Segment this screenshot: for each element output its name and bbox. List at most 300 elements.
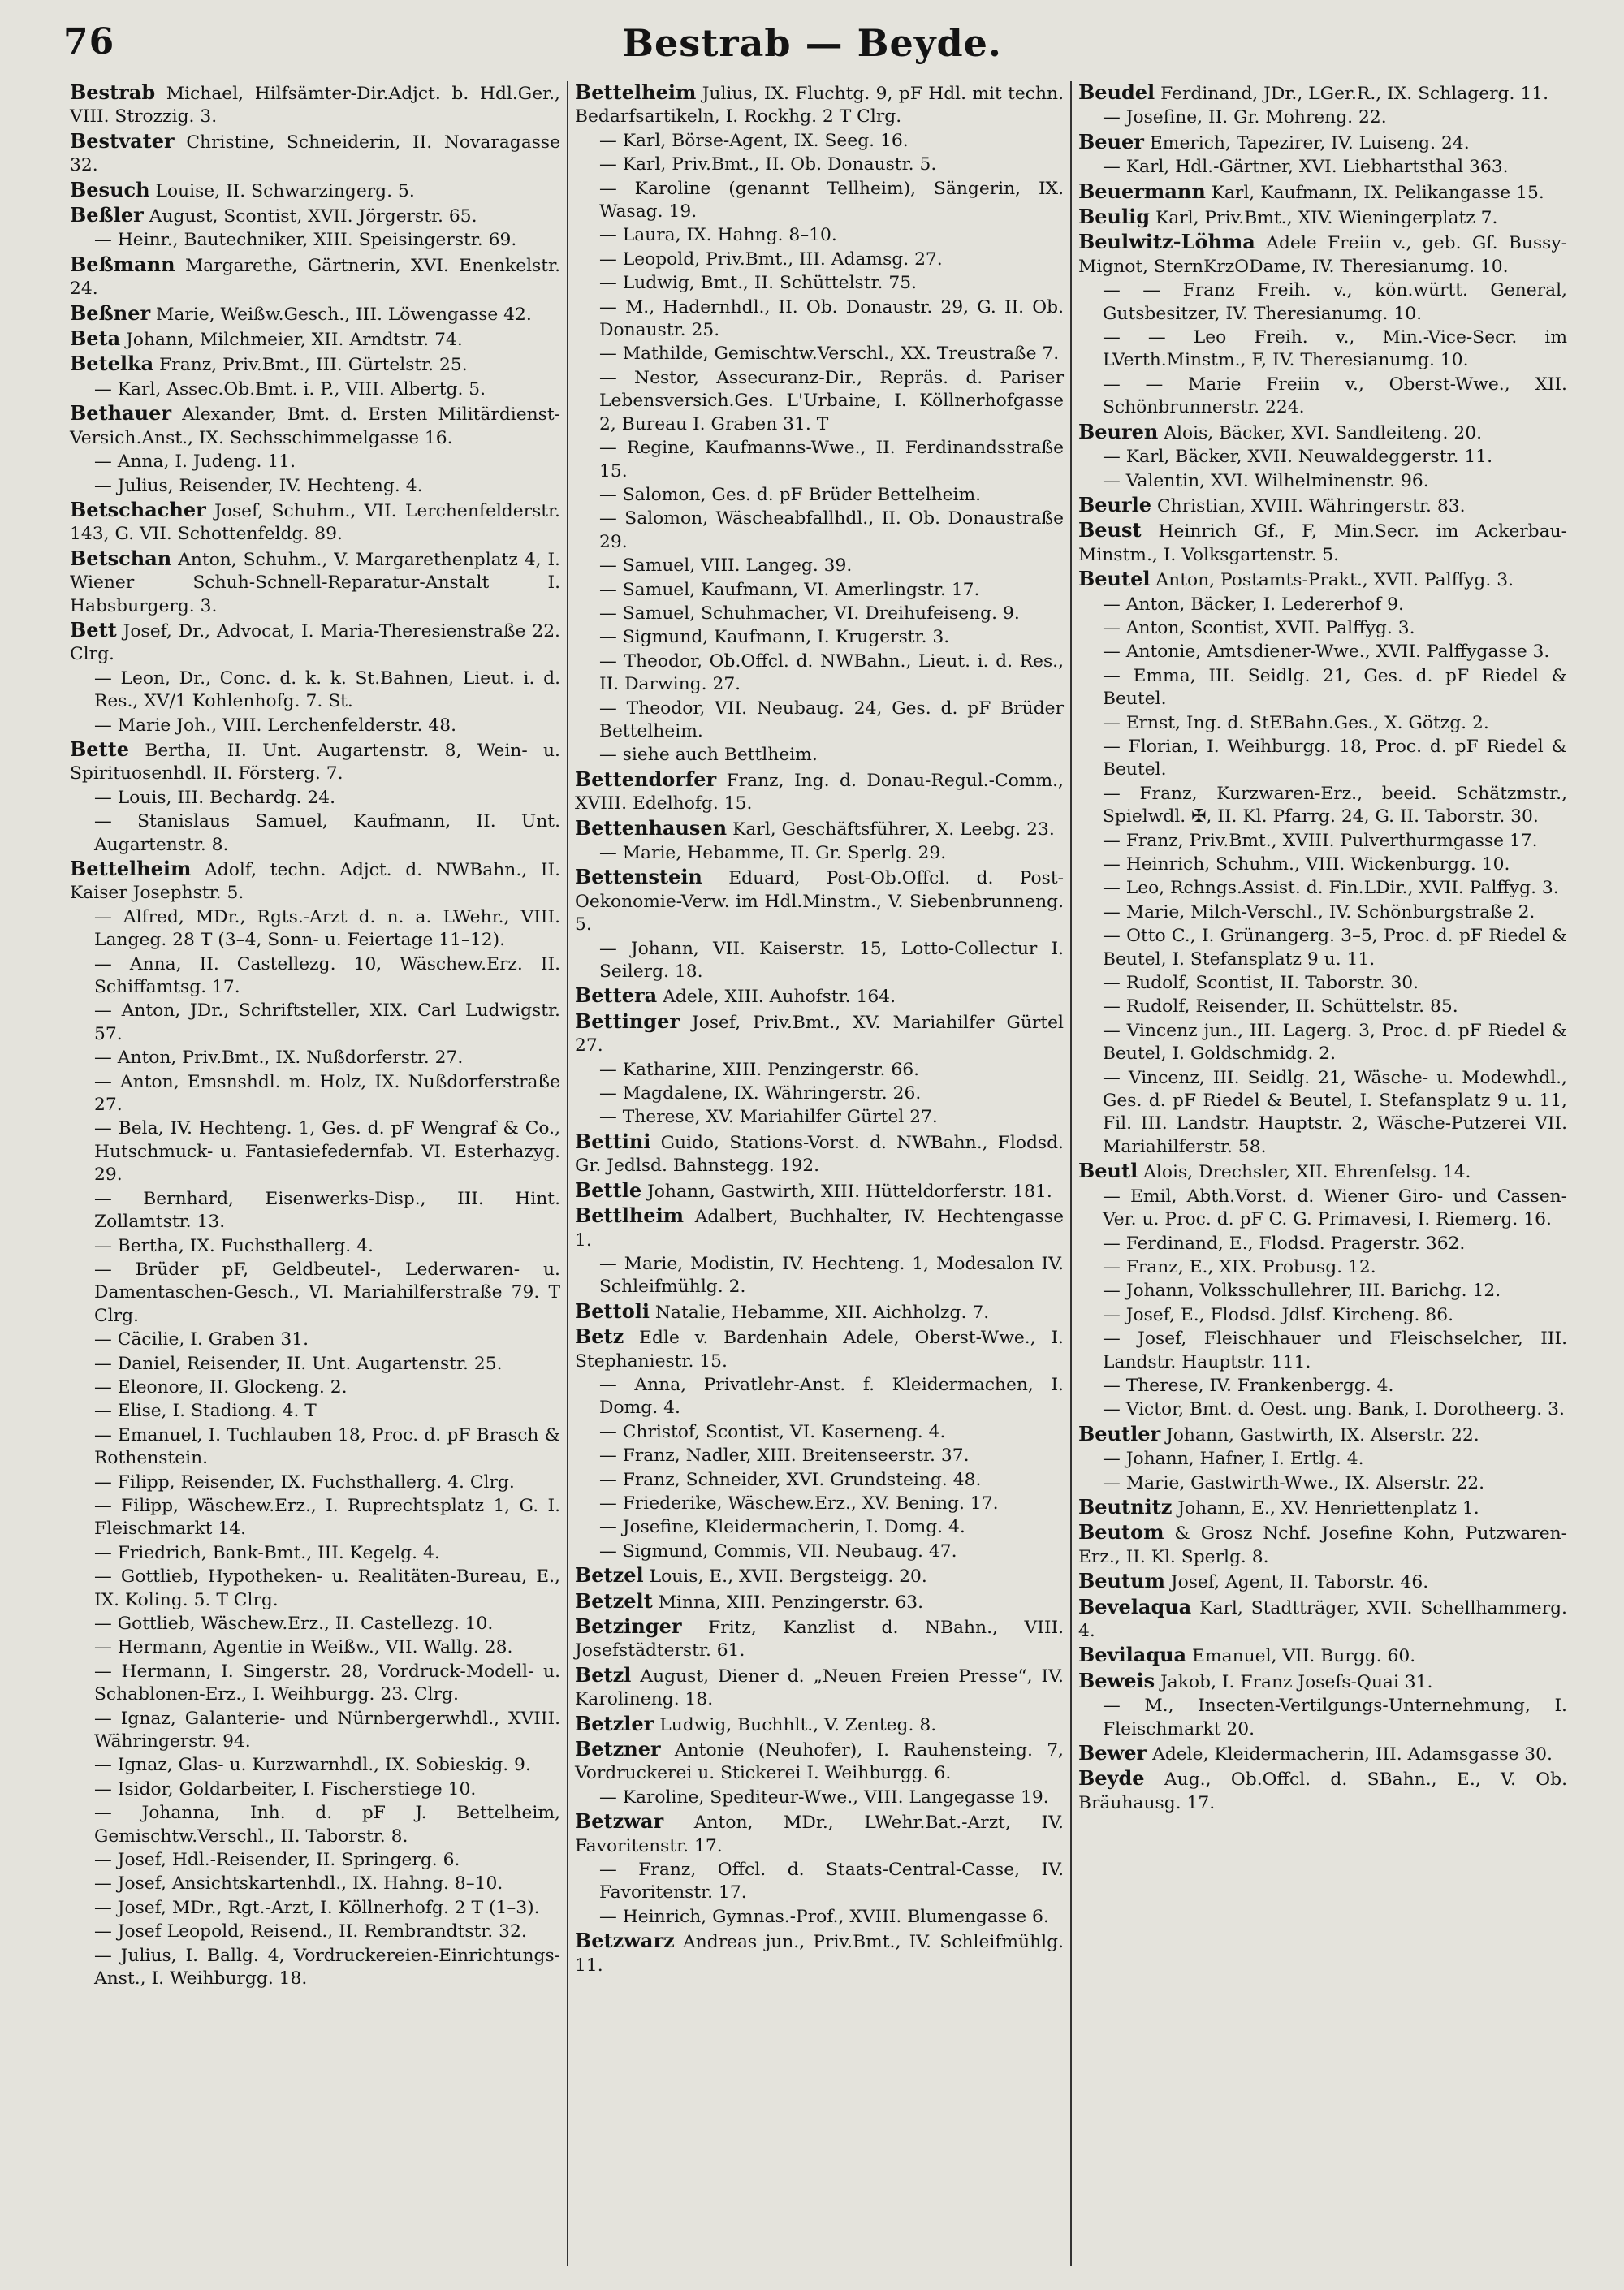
entry-text: — Johann, VII. Kaiserstr. 15, Lotto-Collectur I. Seilerg. 18. bbox=[599, 938, 1064, 983]
entry-surname: Betzel bbox=[575, 1563, 644, 1588]
directory-entry bbox=[575, 1493, 1064, 1515]
directory-entry bbox=[575, 1469, 1064, 1492]
entry-text: — Anton, Bäcker, I. Ledererhof 9. bbox=[1103, 594, 1404, 615]
directory-entry bbox=[575, 130, 1064, 153]
directory-entry bbox=[70, 1235, 560, 1258]
entry-text: — Vincenz, III. Seidlg. 21, Wäsche- u. Modewhdl., Ges. d. pF Riedel & Beutel, I. Stefansplatz 9 u. 11, Fil. III. Landstr. Hauptstr. 2, Wäsche-Putzerei VII. Mariahilferstr. 58. bbox=[1103, 1067, 1567, 1157]
directory-entry bbox=[1078, 1644, 1567, 1668]
column-right bbox=[1070, 81, 1574, 2266]
directory-entry bbox=[70, 1353, 560, 1376]
entry-surname: Bettinger bbox=[575, 1009, 680, 1033]
directory-entry bbox=[70, 1708, 560, 1754]
entry-text: — Karoline (genannt Tellheim), Sängerin, IX. Wasag. 19. bbox=[599, 178, 1064, 223]
entry-text: — Theodor, VII. Neubaug. 24, Ges. d. pF Brüder Bettelheim. bbox=[599, 698, 1064, 741]
directory-entry bbox=[575, 650, 1064, 697]
entry-text: Julius, IX. Fluchtg. 9, pF Hdl. mit techn. Bedarfsartikeln, I. Rockhg. 2 T Clrg. bbox=[575, 84, 1064, 127]
entry-text: Alexander, Bmt. d. Ersten Militärdienst-Versich.Anst., IX. Sechsschimmelgasse 16. bbox=[70, 404, 560, 448]
entry-text: — Marie, Hebamme, II. Gr. Sperlg. 29. bbox=[599, 843, 947, 863]
directory-entry bbox=[575, 698, 1064, 744]
directory-entry bbox=[1078, 877, 1567, 900]
directory-entry bbox=[1078, 972, 1567, 995]
directory-entry bbox=[70, 1613, 560, 1635]
directory-entry bbox=[575, 603, 1064, 625]
entry-text: — Daniel, Reisender, II. Unt. Augartenstr. 25. bbox=[94, 1353, 503, 1374]
directory-entry bbox=[575, 938, 1064, 984]
directory-entry bbox=[1078, 1398, 1567, 1421]
directory-entry bbox=[1078, 231, 1567, 279]
directory-entry bbox=[70, 253, 560, 301]
entry-text: Ferdinand, JDr., LGer.R., IX. Schlagerg. 11. bbox=[1160, 84, 1549, 104]
entry-surname: Beurle bbox=[1078, 492, 1152, 516]
entry-text: — siehe auch Bettlheim. bbox=[599, 745, 818, 766]
directory-entry bbox=[1078, 853, 1567, 876]
entry-text: — Hermann, I. Singerstr. 28, Vordruck-Modell- u. Schablonen-Erz., I. Weihburgg. 23. Clrg. bbox=[94, 1661, 560, 1705]
directory-entry bbox=[575, 367, 1064, 436]
directory-entry bbox=[70, 1661, 560, 1707]
entry-surname: Beyde bbox=[1078, 1766, 1145, 1791]
entry-text: — Filipp, Reisender, IX. Fuchsthallerg. 4. Clrg. bbox=[94, 1471, 515, 1493]
directory-entry bbox=[1078, 446, 1567, 469]
entry-text: — Franz, Offcl. d. Staats-Central-Casse, IV. Favoritenstr. 17. bbox=[599, 1860, 1064, 1903]
directory-entry bbox=[70, 1542, 560, 1565]
entry-text: — Marie, Gastwirth-Wwe., IX. Alserstr. 22. bbox=[1103, 1472, 1484, 1493]
directory-entry bbox=[70, 352, 560, 377]
entry-surname: Betzner bbox=[575, 1737, 661, 1761]
directory-entry bbox=[575, 842, 1064, 865]
directory-entry bbox=[70, 1802, 560, 1848]
entry-text: — Franz, Kurzwaren-Erz., beeid. Schätzmstr., Spielwdl. ✠, II. Kl. Pfarrg. 24, G. II. Taborstr. 30. bbox=[1103, 783, 1567, 827]
entry-text: — Johann, Hafner, I. Ertlg. 4. bbox=[1103, 1449, 1364, 1470]
entry-surname: Beuer bbox=[1078, 129, 1144, 153]
entry-text: — Sigmund, Commis, VII. Neubaug. 47. bbox=[599, 1540, 957, 1562]
directory-entry bbox=[70, 1636, 560, 1659]
entry-text: — Regine, Kaufmanns-Wwe., II. Ferdinandsstraße 15. bbox=[599, 438, 1064, 482]
directory-entry bbox=[1078, 1160, 1567, 1184]
entry-surname: Betschan bbox=[70, 546, 172, 570]
entry-surname: Bettelheim bbox=[575, 81, 697, 104]
directory-entry bbox=[575, 1106, 1064, 1129]
entry-text: — Anna, Privatlehr-Anst. f. Kleidermachen, I. Domg. 4. bbox=[599, 1374, 1064, 1419]
directory-entry bbox=[70, 81, 560, 129]
entry-surname: Bettenstein bbox=[575, 865, 702, 889]
directory-entry bbox=[1078, 568, 1567, 592]
directory-entry bbox=[1078, 470, 1567, 493]
entry-text: Edle v. Bardenhain Adele, Oberst-Wwe., I. Stephaniestr. 15. bbox=[575, 1328, 1064, 1372]
directory-entry bbox=[575, 1179, 1064, 1203]
entry-surname: Beta bbox=[70, 326, 121, 351]
column-left bbox=[63, 81, 567, 2266]
entry-surname: Bettera bbox=[575, 983, 658, 1008]
directory-entry bbox=[1078, 1472, 1567, 1495]
entry-text: — Ignaz, Glas- u. Kurzwarnhdl., IX. Sobieskig. 9. bbox=[94, 1755, 531, 1776]
directory-entry bbox=[575, 1713, 1064, 1737]
entry-surname: Beßler bbox=[70, 203, 144, 227]
directory-entry bbox=[1078, 617, 1567, 640]
entry-surname: Bettlheim bbox=[575, 1203, 685, 1228]
page-number: 76 bbox=[63, 21, 115, 63]
directory-entry bbox=[575, 1130, 1064, 1178]
entry-surname: Betelka bbox=[70, 352, 154, 376]
directory-entry bbox=[1078, 996, 1567, 1018]
entry-text: Karl, Kaufmann, IX. Pelikangasse 15. bbox=[1211, 182, 1544, 203]
entry-surname: Betzwar bbox=[575, 1809, 664, 1834]
entry-surname: Bevelaqua bbox=[1078, 1594, 1192, 1618]
entry-text: — Eleonore, II. Glockeng. 2. bbox=[94, 1376, 348, 1398]
entry-text: — Emanuel, I. Tuchlauben 18, Proc. d. pF Brasch & Rothenstein. bbox=[94, 1424, 560, 1469]
directory-entry bbox=[1078, 1448, 1567, 1471]
directory-entry bbox=[1078, 1067, 1567, 1160]
directory-entry bbox=[1078, 1375, 1567, 1398]
directory-entry bbox=[575, 1590, 1064, 1614]
entry-text: — Ludwig, Bmt., II. Schüttelstr. 75. bbox=[599, 273, 918, 294]
directory-entry bbox=[1078, 1020, 1567, 1066]
directory-entry bbox=[70, 499, 560, 547]
entry-surname: Beßmann bbox=[70, 252, 175, 276]
directory-entry bbox=[70, 1047, 560, 1069]
entry-text: — — Franz Freih. v., kön.württ. General, Gutsbesitzer, IV. Theresianumg. 10. bbox=[1103, 280, 1567, 324]
directory-entry bbox=[575, 272, 1064, 295]
directory-entry bbox=[70, 1495, 560, 1541]
entry-text: — M., Insecten-Vertilgungs-Unternehmung, I. Fleischmarkt 20. bbox=[1103, 1696, 1567, 1739]
entry-surname: Betzinger bbox=[575, 1614, 682, 1638]
entry-text: — Ignaz, Galanterie- und Nürnbergerwhdl., XVIII. Währingerstr. 94. bbox=[94, 1708, 560, 1752]
directory-entry bbox=[575, 1253, 1064, 1299]
entry-text: — — Marie Freiin v., Oberst-Wwe., XII. Schönbrunnerstr. 224. bbox=[1103, 374, 1567, 418]
directory-entry bbox=[70, 715, 560, 737]
entry-text: — Anton, Emsnshdl. m. Holz, IX. Nußdorferstraße 27. bbox=[94, 1071, 560, 1116]
entry-text: Michael, Hilfsämter-Dir.Adjct. b. Hdl.Ger., VIII. Strozzig. 3. bbox=[70, 84, 560, 127]
directory-entry bbox=[575, 296, 1064, 343]
directory-entry bbox=[1078, 519, 1567, 567]
entry-text: — Emma, III. Seidlg. 21, Ges. d. pF Riedel & Beutel. bbox=[1103, 665, 1567, 710]
entry-text: Bertha, II. Unt. Augartenstr. 8, Wein- u. Spirituosenhdl. II. Försterg. 7. bbox=[70, 740, 560, 784]
entry-text: — Franz, Schneider, XVI. Grundsteing. 48. bbox=[599, 1469, 982, 1490]
directory-entry bbox=[1078, 1767, 1567, 1815]
directory-entry bbox=[70, 547, 560, 618]
entry-text: Anton, MDr., LWehr.Bat.-Arzt, IV. Favoritenstr. 17. bbox=[575, 1813, 1064, 1856]
directory-entry bbox=[575, 744, 1064, 767]
entry-text: Christine, Schneiderin, II. Novaragasse 32. bbox=[70, 132, 560, 176]
entry-text: — Friedrich, Bank-Bmt., III. Kegelg. 4. bbox=[94, 1542, 440, 1563]
entry-text: Johann, E., XV. Henriettenplatz 1. bbox=[1177, 1497, 1479, 1519]
entry-text: Johann, Milchmeier, XII. Arndtstr. 74. bbox=[126, 330, 463, 351]
entry-text: & Grosz Nchf. Josefine Kohn, Putzwaren-Erz., II. Kl. Sperlg. 8. bbox=[1078, 1523, 1567, 1567]
entry-text: — Otto C., I. Grünangerg. 3–5, Proc. d. pF Riedel & Beutel, I. Stefansplatz 9 u. 11. bbox=[1103, 926, 1567, 970]
directory-entry bbox=[575, 1540, 1064, 1563]
entry-text: — Katharine, XIII. Penzingerstr. 66. bbox=[599, 1059, 920, 1080]
entry-text: — Theodor, Ob.Offcl. d. NWBahn., Lieut. i. d. Res., II. Darwing. 27. bbox=[599, 650, 1064, 695]
directory-entry bbox=[70, 402, 560, 450]
entry-surname: Besuch bbox=[70, 177, 150, 201]
directory-entry bbox=[575, 1664, 1064, 1712]
entry-surname: Betzler bbox=[575, 1711, 654, 1735]
directory-entry bbox=[70, 858, 560, 905]
directory-entry bbox=[1078, 1256, 1567, 1279]
directory-entry bbox=[70, 619, 560, 667]
entry-text: Karl, Geschäftsführer, X. Leebg. 23. bbox=[732, 819, 1055, 840]
entry-text: — Samuel, Schuhmacher, VI. Dreihufeiseng. 9. bbox=[599, 603, 1020, 624]
entry-text: Heinrich Gf., F, Min.Secr. im Ackerbau-Minstm., I. Volksgartenstr. 5. bbox=[1078, 521, 1567, 565]
directory-entry bbox=[70, 1921, 560, 1943]
directory-entry bbox=[575, 153, 1064, 176]
entry-text: — Josef, Fleischhauer und Fleischselcher, III. Landstr. Hauptstr. 111. bbox=[1103, 1329, 1567, 1372]
directory-entry bbox=[70, 953, 560, 1000]
entry-text: — Heinr., Bautechniker, XIII. Speisingerstr. 69. bbox=[94, 230, 517, 251]
directory-entry bbox=[1078, 925, 1567, 971]
entry-text: — Josef, MDr., Rgt.-Arzt, I. Köllnerhofg. 2 T (1–3). bbox=[94, 1897, 540, 1918]
directory-entry bbox=[575, 626, 1064, 649]
directory-entry bbox=[1078, 901, 1567, 924]
entry-text: August, Scontist, XVII. Jörgerstr. 65. bbox=[149, 206, 477, 227]
entry-surname: Beutom bbox=[1078, 1520, 1164, 1545]
entry-text: Johann, Gastwirth, XIII. Hütteldorferstr. 181. bbox=[647, 1181, 1052, 1202]
entry-surname: Bettenhausen bbox=[575, 815, 728, 840]
directory-entry bbox=[1078, 374, 1567, 420]
entry-text: Adele, XIII. Auhofstr. 164. bbox=[663, 987, 896, 1008]
entry-text: — Filipp, Wäschew.Erz., I. Ruprechtsplatz 1, G. I. Fleischmarkt 14. bbox=[94, 1495, 560, 1540]
entry-text: Karl, Priv.Bmt., XIV. Wieningerplatz 7. bbox=[1155, 208, 1498, 229]
entry-text: Marie, Weißw.Gesch., III. Löwengasse 42. bbox=[156, 304, 532, 325]
entry-text: Johann, Gastwirth, IX. Alserstr. 22. bbox=[1166, 1424, 1479, 1445]
entry-text: — M., Hadernhdl., II. Ob. Donaustr. 29, G. II. Ob. Donaustr. 25. bbox=[599, 296, 1064, 341]
entry-text: Anton, Schuhm., V. Margarethenplatz 4, I. Wiener Schuh-Schnell-Reparatur-Anstalt I. Habsburgerg. 3. bbox=[70, 549, 560, 616]
directory-entry bbox=[70, 1566, 560, 1612]
entry-surname: Bette bbox=[70, 737, 129, 761]
directory-entry bbox=[70, 1754, 560, 1777]
entry-surname: Beutl bbox=[1078, 1159, 1138, 1183]
entry-text: — Salomon, Wäscheabfallhdl., II. Ob. Donaustraße 29. bbox=[599, 508, 1064, 552]
directory-entry bbox=[1078, 641, 1567, 663]
entry-text: Adolf, techn. Adjct. d. NWBahn., II. Kaiser Josephstr. 5. bbox=[70, 860, 560, 904]
entry-text: Emanuel, VII. Burgg. 60. bbox=[1192, 1646, 1416, 1667]
running-head: Bestrab — Beyde. bbox=[622, 21, 1002, 65]
directory-entry bbox=[1078, 1742, 1567, 1766]
directory-entry bbox=[575, 1738, 1064, 1786]
entry-text: — Josef, Hdl.-Reisender, II. Springerg. 6. bbox=[94, 1850, 460, 1871]
entry-text: Emerich, Tapezirer, IV. Luiseng. 24. bbox=[1149, 132, 1470, 153]
directory-entry bbox=[575, 1300, 1064, 1324]
directory-entry bbox=[70, 378, 560, 401]
entry-text: — Vincenz jun., III. Lagerg. 3, Proc. d. pF Riedel & Beutel, I. Goldschmidg. 2. bbox=[1103, 1020, 1567, 1065]
directory-entry bbox=[70, 1188, 560, 1234]
directory-entry bbox=[70, 1897, 560, 1920]
entry-text: — Rudolf, Scontist, II. Taborstr. 30. bbox=[1103, 973, 1419, 994]
entry-text: — Cäcilie, I. Graben 31. bbox=[94, 1329, 309, 1350]
directory-entry bbox=[1078, 1596, 1567, 1644]
directory-entry bbox=[1078, 665, 1567, 711]
directory-entry bbox=[575, 81, 1064, 129]
directory-entry bbox=[1078, 1423, 1567, 1447]
directory-entry bbox=[70, 229, 560, 252]
entry-text: — Friederike, Wäschew.Erz., XV. Bening. 17. bbox=[599, 1493, 999, 1514]
directory-entry bbox=[575, 1615, 1064, 1663]
entry-text: — Gottlieb, Wäschew.Erz., II. Castellezg. 10. bbox=[94, 1614, 494, 1634]
entry-surname: Bettoli bbox=[575, 1298, 650, 1323]
entry-text: — Leon, Dr., Conc. d. k. k. St.Bahnen, Lieut. i. d. Res., XV/1 Kohlenhofg. 7. St. bbox=[94, 668, 560, 712]
entry-text: — Elise, I. Stadiong. 4. T bbox=[94, 1401, 317, 1422]
directory-entry bbox=[575, 817, 1064, 841]
entry-text: Adele Freiin v., geb. Gf. Bussy-Mignot, SternKrzODame, IV. Theresianumg. 10. bbox=[1078, 233, 1567, 277]
entry-text: Josef, Agent, II. Taborstr. 46. bbox=[1170, 1572, 1429, 1593]
entry-text: — Marie, Milch-Verschl., IV. Schönburgstraße 2. bbox=[1103, 901, 1535, 922]
entry-text: — Samuel, Kaufmann, VI. Amerlingstr. 17. bbox=[599, 579, 980, 600]
directory-entry bbox=[1078, 131, 1567, 155]
entry-text: Margarethe, Gärtnerin, XVI. Enenkelstr. 24. bbox=[70, 255, 560, 300]
entry-text: Alois, Drechsler, XII. Ehrenfelsg. 14. bbox=[1143, 1162, 1471, 1183]
directory-entry bbox=[575, 1859, 1064, 1905]
directory-entry bbox=[70, 1400, 560, 1423]
entry-surname: Beutel bbox=[1078, 567, 1151, 591]
entry-surname: Beulwitz-Löhma bbox=[1078, 230, 1255, 254]
directory-entry bbox=[70, 1071, 560, 1117]
directory-entry bbox=[1078, 1695, 1567, 1741]
entry-text: — Anna, II. Castellezg. 10, Wäschew.Erz. II. Schiffamtsg. 17. bbox=[94, 953, 560, 998]
directory-entry bbox=[1078, 712, 1567, 735]
directory-entry bbox=[70, 179, 560, 203]
entry-surname: Betzelt bbox=[575, 1588, 653, 1613]
directory-entry bbox=[70, 1424, 560, 1471]
directory-columns bbox=[63, 81, 1592, 2266]
entry-text: — Franz, Nadler, XIII. Breitenseerstr. 37. bbox=[599, 1445, 970, 1467]
entry-text: — Heinrich, Schuhm., VIII. Wickenburgg. 10. bbox=[1103, 854, 1510, 875]
directory-entry bbox=[70, 1873, 560, 1895]
entry-text: — Victor, Bmt. d. Oest. ung. Bank, I. Dorotheerg. 3. bbox=[1103, 1399, 1565, 1420]
entry-text: — Mathilde, Gemischtw.Verschl., XX. Treustraße 7. bbox=[599, 344, 1060, 365]
directory-entry bbox=[70, 1945, 560, 1991]
directory-entry bbox=[575, 248, 1064, 271]
directory-entry bbox=[70, 1778, 560, 1801]
column-middle bbox=[567, 81, 1070, 2266]
entry-surname: Bettle bbox=[575, 1177, 642, 1202]
entry-surname: Beuren bbox=[1078, 419, 1159, 443]
directory-entry bbox=[1078, 1233, 1567, 1255]
directory-entry bbox=[575, 484, 1064, 507]
entry-text: Franz, Priv.Bmt., III. Gürtelstr. 25. bbox=[159, 355, 468, 376]
entry-text: — Alfred, MDr., Rgts.-Arzt d. n. a. LWehr., VIII. Langeg. 28 T (3–4, Sonn- u. Feiertage 11–12). bbox=[94, 906, 560, 951]
directory-entry bbox=[575, 1929, 1064, 1977]
directory-entry bbox=[575, 1374, 1064, 1420]
entry-text: — Emil, Abth.Vorst. d. Wiener Giro- und Cassen-Ver. u. Proc. d. pF C. G. Primavesi, I. Riemerg. 16. bbox=[1103, 1186, 1567, 1230]
directory-entry bbox=[70, 1471, 560, 1494]
entry-text: — Valentin, XVI. Wilhelminenstr. 96. bbox=[1103, 470, 1429, 491]
directory-entry bbox=[575, 1059, 1064, 1082]
directory-entry bbox=[575, 1204, 1064, 1252]
entry-surname: Bettelheim bbox=[70, 857, 192, 880]
entry-text: — Karl, Börse-Agent, IX. Seeg. 16. bbox=[599, 130, 909, 151]
entry-text: — Brüder pF, Geldbeutel-, Lederwaren- u. Damentaschen-Gesch., VI. Mariahilferstraße 79. T Clrg. bbox=[94, 1259, 560, 1326]
directory-entry bbox=[575, 579, 1064, 602]
entry-text: Natalie, Hebamme, XII. Aichholzg. 7. bbox=[654, 1302, 990, 1323]
directory-entry bbox=[575, 1906, 1064, 1929]
entry-text: — Sigmund, Kaufmann, I. Krugerstr. 3. bbox=[599, 627, 950, 648]
directory-entry bbox=[70, 1849, 560, 1872]
directory-entry bbox=[70, 475, 560, 498]
directory-entry bbox=[575, 768, 1064, 816]
page-header bbox=[0, 0, 1624, 78]
directory-entry bbox=[70, 1259, 560, 1328]
directory-entry bbox=[575, 508, 1064, 554]
entry-text: — Leopold, Priv.Bmt., III. Adamsg. 27. bbox=[599, 248, 943, 270]
entry-text: — Christof, Scontist, VI. Kaserneng. 4. bbox=[599, 1421, 946, 1442]
entry-text: — Bela, IV. Hechteng. 1, Ges. d. pF Wengraf & Co., Hutschmuck- u. Fantasiefedernfab. VI. Esterhazyg. 29. bbox=[94, 1118, 560, 1186]
entry-text: — Bernhard, Eisenwerks-Disp., III. Hint. Zollamtstr. 13. bbox=[94, 1188, 560, 1233]
entry-surname: Bett bbox=[70, 617, 117, 642]
entry-surname: Bestrab bbox=[70, 81, 156, 104]
entry-text: Josef, Priv.Bmt., XV. Mariahilfer Gürtel 27. bbox=[575, 1012, 1064, 1056]
directory-entry bbox=[70, 668, 560, 714]
directory-entry bbox=[1078, 494, 1567, 518]
entry-surname: Bettini bbox=[575, 1129, 651, 1153]
entry-text: — Florian, I. Weihburgg. 18, Proc. d. pF Riedel & Beutel. bbox=[1103, 736, 1567, 780]
entry-text: — Ferdinand, E., Flodsd. Pragerstr. 362. bbox=[1103, 1233, 1466, 1254]
directory-entry bbox=[575, 1325, 1064, 1373]
directory-entry bbox=[575, 1787, 1064, 1809]
entry-text: — Nestor, Assecuranz-Dir., Repräs. d. Pariser Lebensversich.Ges. L'Urbaine, I. Köllnerhofgasse 2, Bureau I. Graben 31. T bbox=[599, 367, 1064, 434]
directory-entry bbox=[575, 1445, 1064, 1467]
entry-text: — Anna, I. Judeng. 11. bbox=[94, 452, 296, 473]
directory-entry bbox=[1078, 205, 1567, 230]
directory-entry bbox=[1078, 1570, 1567, 1594]
entry-text: — Gottlieb, Hypotheken- u. Realitäten-Bureau, E., IX. Koling. 5. T Clrg. bbox=[94, 1566, 560, 1610]
directory-entry bbox=[70, 1329, 560, 1351]
directory-entry bbox=[70, 204, 560, 228]
entry-text: Josef, Schuhm., VII. Lerchenfelderstr. 143, G. VII. Schottenfeldg. 89. bbox=[70, 500, 560, 545]
entry-surname: Beutler bbox=[1078, 1421, 1161, 1445]
directory-entry bbox=[70, 1376, 560, 1399]
entry-text: — Johanna, Inh. d. pF J. Bettelheim, Gemischtw.Verschl., II. Taborstr. 8. bbox=[94, 1803, 560, 1847]
directory-entry bbox=[70, 787, 560, 810]
entry-text: Jakob, I. Franz Josefs-Quai 31. bbox=[1160, 1671, 1433, 1692]
directory-entry bbox=[1078, 156, 1567, 179]
entry-text: — Karl, Hdl.-Gärtner, XVI. Liebhartsthal 363. bbox=[1103, 157, 1509, 178]
entry-text: Josef, Dr., Advocat, I. Maria-Theresienstraße 22. Clrg. bbox=[70, 620, 560, 665]
directory-entry bbox=[575, 1421, 1064, 1444]
entry-surname: Bettendorfer bbox=[575, 767, 717, 791]
directory-entry bbox=[1078, 180, 1567, 205]
directory-entry bbox=[70, 302, 560, 326]
entry-text: Ludwig, Buchhlt., V. Zenteg. 8. bbox=[659, 1714, 937, 1735]
directory-entry bbox=[575, 984, 1064, 1009]
directory-entry bbox=[1078, 1670, 1567, 1694]
entry-text: — Isidor, Goldarbeiter, I. Fischerstiege 10. bbox=[94, 1778, 477, 1800]
directory-entry bbox=[575, 866, 1064, 936]
entry-surname: Beweis bbox=[1078, 1668, 1155, 1692]
entry-text: — Stanislaus Samuel, Kaufmann, II. Unt. Augartenstr. 8. bbox=[94, 811, 560, 855]
directory-entry bbox=[1078, 1304, 1567, 1327]
directory-entry bbox=[70, 451, 560, 473]
entry-text: Louis, E., XVII. Bergsteigg. 20. bbox=[649, 1566, 927, 1588]
entry-text: — Leo, Rchngs.Assist. d. Fin.LDir., XVII. Palffyg. 3. bbox=[1103, 878, 1559, 899]
entry-text: — Karl, Assec.Ob.Bmt. i. P., VIII. Albertg. 5. bbox=[94, 378, 486, 400]
entry-text: — Heinrich, Gymnas.-Prof., XVIII. Blumengasse 6. bbox=[599, 1906, 1049, 1927]
entry-surname: Bevilaqua bbox=[1078, 1643, 1187, 1667]
entry-surname: Betzwarz bbox=[575, 1929, 675, 1953]
directory-entry bbox=[1078, 1328, 1567, 1374]
entry-surname: Beust bbox=[1078, 518, 1142, 542]
entry-surname: Beutnitz bbox=[1078, 1494, 1173, 1519]
entry-surname: Betschacher bbox=[70, 497, 206, 521]
entry-text: — Karoline, Spediteur-Wwe., VIII. Langegasse 19. bbox=[599, 1787, 1049, 1808]
directory-entry bbox=[70, 327, 560, 352]
entry-text: Franz, Ing. d. Donau-Regul.-Comm., XVIII. Edelhofg. 15. bbox=[575, 770, 1064, 814]
entry-text: — Therese, IV. Frankenbergg. 4. bbox=[1103, 1375, 1394, 1396]
entry-surname: Betzl bbox=[575, 1662, 632, 1687]
entry-text: — Samuel, VIII. Langeg. 39. bbox=[599, 555, 853, 577]
directory-entry bbox=[575, 1010, 1064, 1058]
entry-text: — Salomon, Ges. d. pF Brüder Bettelheim. bbox=[599, 484, 982, 505]
directory-entry bbox=[70, 130, 560, 178]
entry-text: Minna, XIII. Penzingerstr. 63. bbox=[658, 1592, 923, 1613]
